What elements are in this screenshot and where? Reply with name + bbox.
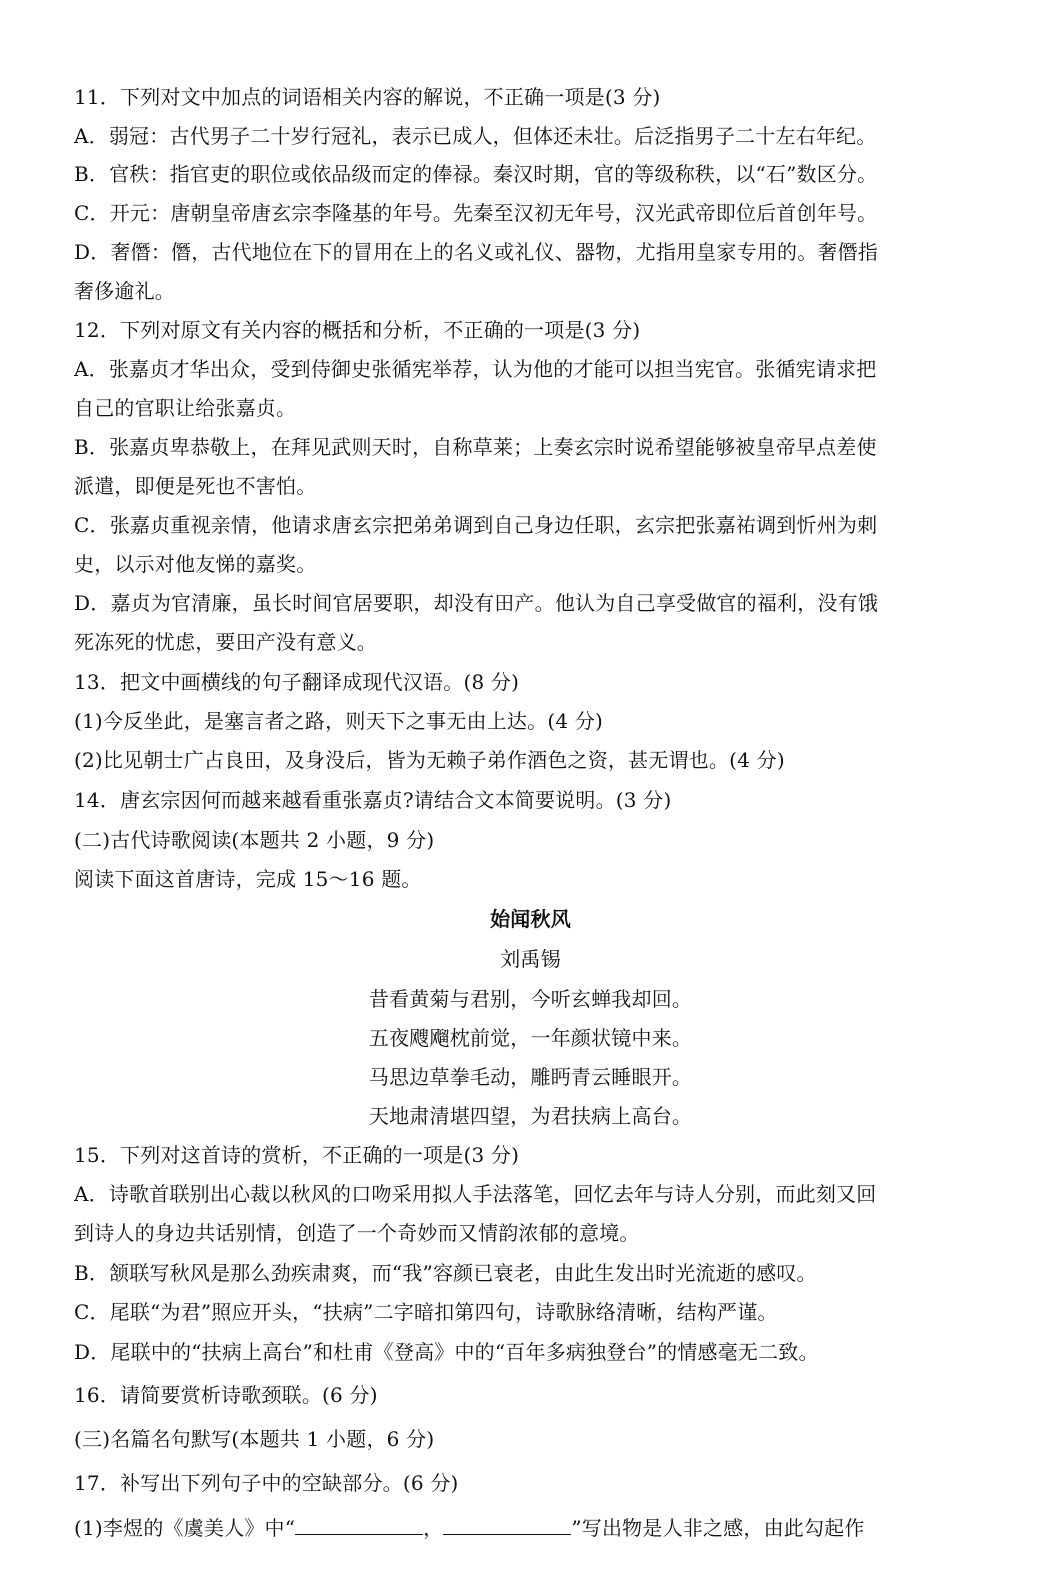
q11-option-b: B．官秩：指官吏的职位或依品级而定的俸禄。秦汉时期，官的等级称秩，以“石”数区分。 [74,162,878,186]
poem-title: 始闻秋风 [490,907,571,931]
q13-stem: 13．把文中画横线的句子翻译成现代汉语。(8 分) [74,670,520,694]
answer-blank[interactable] [443,1514,571,1535]
q12-option-a-cont: 自己的官职让给张嘉贞。 [74,396,297,420]
q11-option-d: D．奢僭：僭，古代地位在下的冒用在上的名义或礼仪、器物，尤指用皇家专用的。奢僭指 [74,240,879,264]
q17-part1-text-c: ”写出物是人非之感，由此勾起作 [571,1516,865,1540]
q17-stem: 17．补写出下列句子中的空缺部分。(6 分) [74,1471,459,1495]
poetry-instruction: 阅读下面这首唐诗，完成 15～16 题。 [74,867,422,891]
q13-part1: (1)今反坐此，是塞言者之路，则天下之事无由上达。(4 分) [74,709,604,733]
q17-part1 [74,1514,974,1542]
poem-line: 昔看黄菊与君别，今听玄蝉我却回。 [368,987,693,1011]
poem-line: 马思边草拳毛动，雕眄青云睡眼开。 [368,1065,693,1089]
q12-option-d: D．嘉贞为官清廉，虽长时间官居要职，却没有田产。他认为自己享受做官的福利，没有饿 [74,591,879,615]
section-poetry-heading: (二)古代诗歌阅读(本题共 2 小题，9 分) [74,828,435,852]
poem-line: 天地肃清堪四望，为君扶病上高台。 [368,1104,693,1128]
q15-option-a-cont: 到诗人的身边共话别情，创造了一个奇妙而又情韵浓郁的意境。 [74,1221,640,1245]
q11-option-a: A．弱冠：古代男子二十岁行冠礼，表示已成人，但体还未壮。后泛指男子二十左右年纪。 [74,124,877,148]
q15-option-c: C．尾联“为君”照应开头，“扶病”二字暗扣第四句，诗歌脉络清晰，结构严谨。 [74,1300,778,1324]
q11-option-c: C．开元：唐朝皇帝唐玄宗李隆基的年号。先秦至汉初无年号，汉光武帝即位后首创年号。 [74,201,878,225]
q12-option-d-cont: 死冻死的忧虑，要田产没有意义。 [74,630,377,654]
q12-stem: 12．下列对原文有关内容的概括和分析，不正确的一项是(3 分) [74,318,641,342]
poem-line: 五夜飕飗枕前觉，一年颜状镜中来。 [368,1026,693,1050]
q17-part1-text-b: ， [423,1516,444,1540]
q17-part1-text-a: (1)李煜的《虞美人》中“ [74,1516,296,1540]
q12-option-c: C．张嘉贞重视亲情，他请求唐玄宗把弟弟调到自己身边任职，玄宗把张嘉祐调到忻州为刺 [74,513,878,537]
q12-option-a: A．张嘉贞才华出众，受到侍御史张循宪举荐，认为他的才能可以担当宪官。张循宪请求把 [74,357,877,381]
q16-stem: 16．请简要赏析诗歌颈联。(6 分) [74,1383,378,1407]
section-recitation-heading: (三)名篇名句默写(本题共 1 小题，6 分) [74,1427,435,1451]
poem-author: 刘禹锡 [500,947,561,971]
answer-blank[interactable] [295,1514,423,1535]
q15-stem: 15．下列对这首诗的赏析，不正确的一项是(3 分) [74,1143,520,1167]
q15-option-d: D．尾联中的“扶病上高台”和杜甫《登高》中的“百年多病独登台”的情感毫无二致。 [74,1340,819,1364]
q15-option-a: A．诗歌首联别出心裁以秋风的口吻采用拟人手法落笔，回忆去年与诗人分别，而此刻又回 [74,1182,877,1206]
q11-stem: 11．下列对文中加点的词语相关内容的解说，不正确一项是(3 分) [74,85,661,109]
q14-stem: 14．唐玄宗因何而越来越看重张嘉贞?请结合文本简要说明。(3 分) [74,788,672,812]
q15-option-b: B．颔联写秋风是那么劲疾肃爽，而“我”容颜已衰老，由此生发出时光流逝的感叹。 [74,1261,817,1285]
q13-part2: (2)比见朝士广占良田，及身没后，皆为无赖子弟作酒色之资，甚无谓也。(4 分) [74,748,785,772]
q12-option-b-cont: 派遣，即便是死也不害怕。 [74,474,317,498]
q12-option-b: B．张嘉贞卑恭敬上，在拜见武则天时，自称草莱；上奏玄宗时说希望能够被皇帝早点差使 [74,435,877,459]
q12-option-c-cont: 史，以示对他友悌的嘉奖。 [74,552,317,576]
q11-option-d-cont: 奢侈逾礼。 [74,279,175,303]
